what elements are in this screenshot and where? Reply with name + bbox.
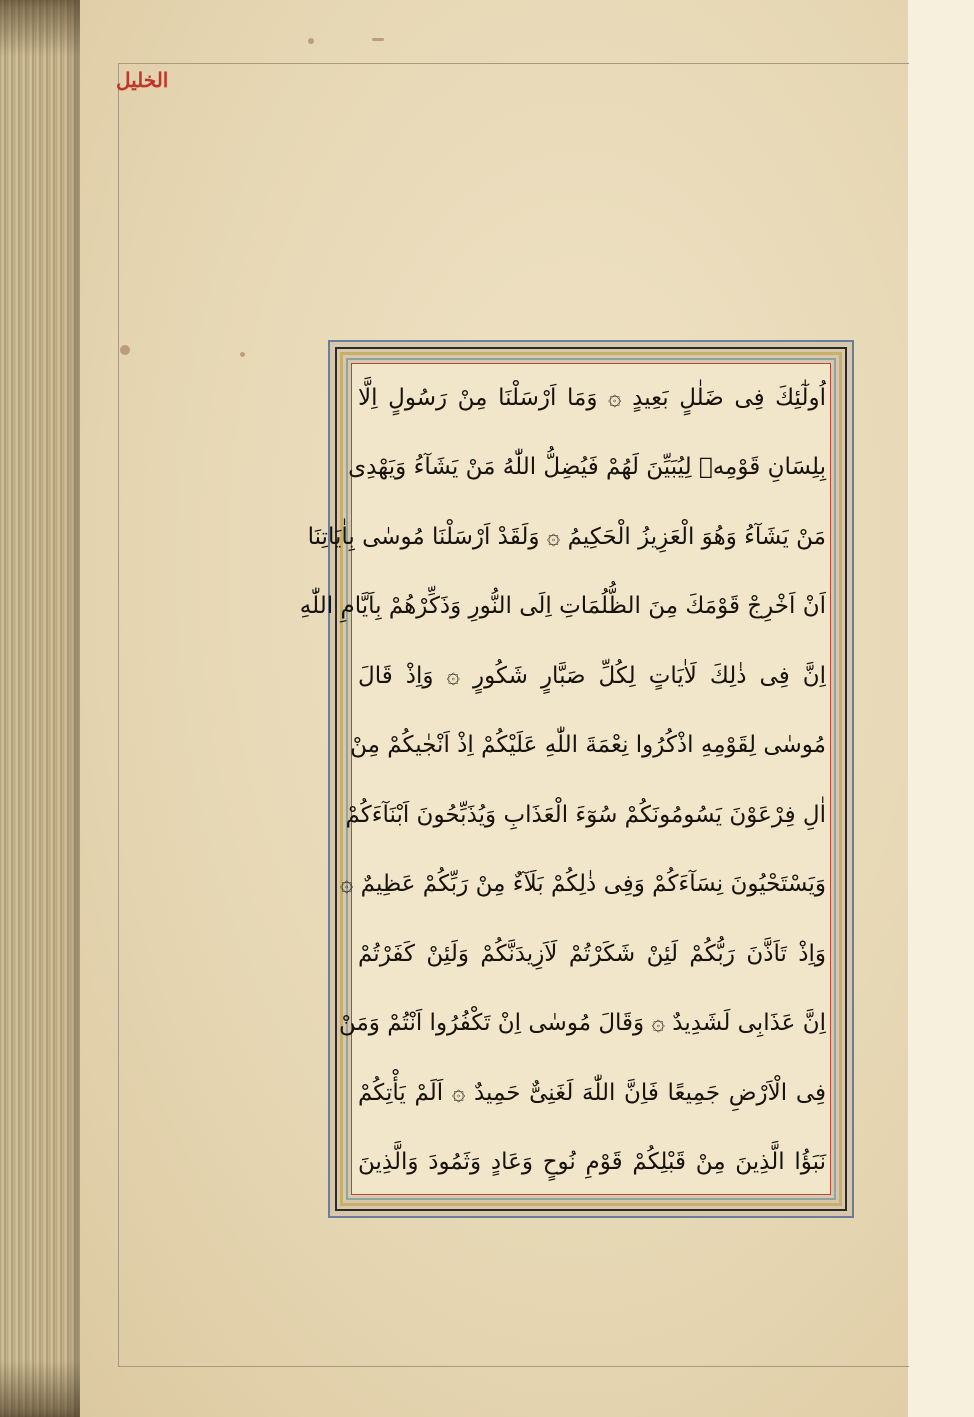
stain [308,38,314,44]
text-line: مُوسٰى لِقَوْمِهِ اذْكُرُوا نِعْمَةَ اللّٰهِ عَلَيْكُمْ اِذْ اَنْجٰيكُمْ مِنْ [350,732,826,759]
text-line: وَيَسْتَحْيُونَ نِسَآءَكُمْ وَفِى ذٰلِكُمْ بَلَآءٌ مِنْ رَبِّكُمْ عَظِيمٌ ۞ [339,871,826,898]
text-line: بِلِسَانِ قَوْمِهٖ لِيُبَيِّنَ لَهُمْ فَيُضِلُّ اللّٰهُ مَنْ يَشَآءُ وَيَهْدِى [348,454,826,481]
text-line: اِنَّ فِى ذٰلِكَ لَاٰيَاتٍ لِكُلِّ صَبَّارٍ شَكُورٍ ۞ وَاِذْ قَالَ [358,662,826,689]
page-edges [0,0,80,1417]
stain [120,345,130,355]
stain [240,352,245,357]
text-line: اَنْ اَخْرِجْ قَوْمَكَ مِنَ الظُّلُمَاتِ اِلَى النُّورِ وَذَكِّرْهُمْ بِاَيَّامِ اللّٰهِ [299,593,826,620]
text-line: مَنْ يَشَآءُ وَهُوَ الْعَزِيزُ الْحَكِيمُ ۞ وَلَقَدْ اَرْسَلْنَا مُوسٰى بِاٰيَاتِنَا [307,523,826,550]
text-line: فِى الْاَرْضِ جَمِيعًا فَاِنَّ اللّٰهَ لَغَنِىٌّ حَمِيدٌ ۞ اَلَمْ يَأْتِكُمْ [358,1079,826,1106]
text-line: وَاِذْ تَاَذَّنَ رَبُّكُمْ لَئِنْ شَكَرْتُمْ لَاَزِيدَنَّكُمْ وَلَئِنْ كَفَرْتُمْ [358,940,826,967]
text-lines [299,370,830,1190]
stain [372,38,384,41]
text-line: نَبَؤُا الَّذِينَ مِنْ قَبْلِكُمْ قَوْمِ نُوحٍ وَعَادٍ وَثَمُودَ وَالَّذِينَ [358,1148,826,1175]
catchword: الخليل [116,68,169,92]
text-line: اُولٰٓئِكَ فِى ضَلٰلٍ بَعِيدٍ ۞ وَمَا اَرْسَلْنَا مِنْ رَسُولٍ اِلَّا [358,385,826,411]
text-line: اٰلِ فِرْعَوْنَ يَسُومُونَكُمْ سُوٓءَ الْعَذَابِ وَيُذَبِّحُونَ اَبْنَآءَكُمْ [345,801,826,828]
text-line: اِنَّ عَذَابِى لَشَدِيدٌ ۞ وَقَالَ مُوسٰى اِنْ تَكْفُرُوا اَنْتُمْ وَمَنْ [338,1010,826,1037]
text-panel [299,340,854,1218]
